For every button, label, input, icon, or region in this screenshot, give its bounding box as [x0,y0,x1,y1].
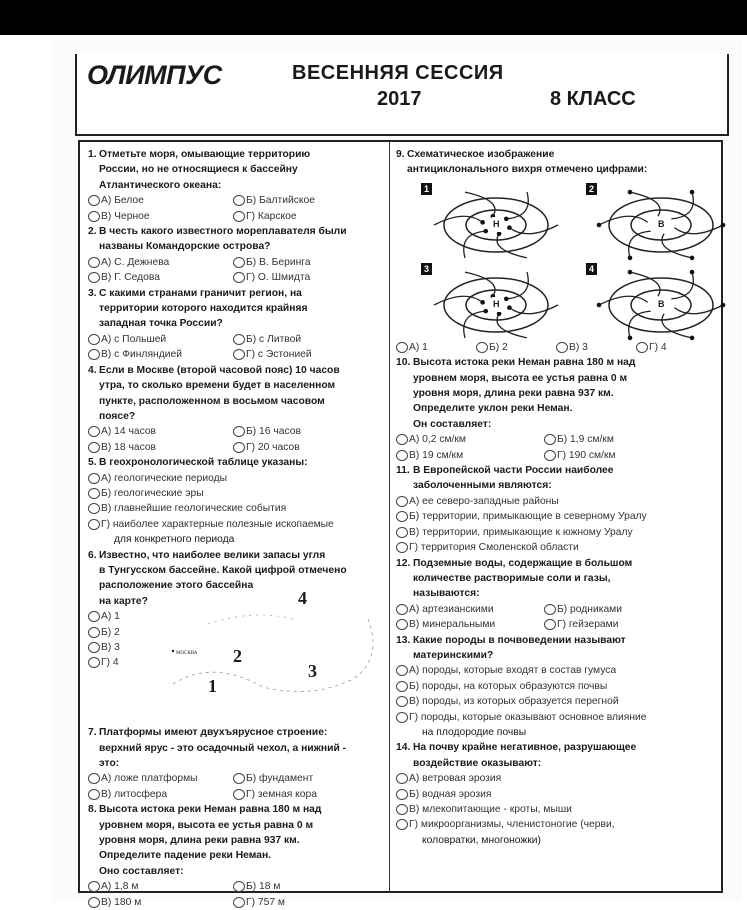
question-line: территории которого находится крайняя [99,303,308,315]
diagram-number: 3 [421,263,432,275]
answer-option[interactable] [88,471,386,486]
answer-options [88,879,386,910]
radio-button[interactable] [396,434,408,445]
option-label: Г) микроорганизмы, членистоногие (черви, [409,819,615,831]
olympus-logo: ОЛИМПУС [87,60,222,90]
option-continuation: на плодородие почвы [422,726,527,738]
option-label: Г) с Эстонией [246,349,312,361]
radio-button[interactable] [88,789,100,800]
option-label: В) литосфера [101,788,168,800]
question-line: уровня моря, длина реки равна 937 км. [413,388,614,400]
answer-option[interactable] [396,787,718,802]
question-2 [88,224,386,286]
option-label: В) породы, из которых образуется перегной [409,696,619,708]
option-label: А) Белое [101,195,144,207]
option-label: В) 19 см/км [409,449,464,461]
question-text [88,725,386,771]
question-line [396,147,718,162]
answer-option[interactable] [233,879,378,894]
option-label: В) территории, примыкающие к южному Уралу [409,526,633,538]
question-line: пункте, расположенном в восьмом часовом [99,395,325,407]
radio-button[interactable] [396,604,408,615]
radio-button[interactable] [396,527,408,538]
question-line: в Тунгусском бассейне. Какой цифрой отмечено [99,564,347,576]
answer-options [396,494,718,556]
radio-button[interactable] [396,789,408,800]
question-number: 12. [396,557,411,569]
option-label: В) млекопитающие - кроты, мыши [409,804,572,815]
question-number: 5. [88,457,97,469]
answer-option[interactable] [396,663,718,678]
question-10 [396,355,718,463]
option-label: Б) породы, на которых образуются почвы [409,680,608,692]
option-label: В) 3 [569,341,588,353]
option-label: В) 3 [101,642,120,653]
grade: 8 КЛАСС [550,88,636,110]
question-line-text: Высота истока реки Неман равна 180 м над [413,357,636,369]
answer-option[interactable] [88,787,233,802]
option-label: Б) водная эрозия [409,788,492,800]
question-text [396,633,718,664]
radio-button[interactable] [233,257,245,268]
answer-option[interactable] [396,802,718,817]
option-label: А) ветровая эрозия [409,773,502,785]
radio-button[interactable] [88,195,100,206]
option-label: А) ее северо-западные районы [409,495,559,507]
question-line: называются: [413,588,480,600]
answer-option[interactable] [396,771,718,786]
option-label: В) 180 м [101,896,142,908]
option-label: Б) фундамент [246,773,314,785]
option-label: Б) родниками [557,603,623,615]
option-label: Б) геологические эры [101,487,204,499]
radio-button[interactable] [396,342,408,353]
option-label: А) геологические периоды [101,472,228,484]
map-marker-1: 1 [208,676,217,697]
question-line: это: [99,758,120,769]
question-12 [396,556,718,633]
option-label: А) 1,8 м [101,881,139,893]
question-text [396,355,718,432]
answer-option[interactable] [544,432,692,447]
question-number: 13. [396,634,411,646]
answer-option[interactable] [88,501,386,516]
answer-options [396,663,718,740]
question-line: Определите падение реки Неман. [99,850,272,862]
option-label: Г) наиболее характерные полезные ископаемые [101,518,334,530]
question-line [396,463,718,478]
question-line [88,548,386,563]
question-line [88,286,386,301]
pressure-center-label: В [657,297,666,312]
question-line: заболоченными являются: [413,480,552,492]
question-line [396,633,718,648]
question-text [88,363,386,425]
option-label: Б) 18 м [246,881,281,893]
option-label: Г) 4 [649,341,667,353]
question-line: уровня моря, длина реки равна 937 км. [99,835,300,847]
answer-option[interactable] [88,270,233,285]
answer-option[interactable] [88,347,233,362]
question-line [88,725,386,740]
question-line-text: В Европейской части России наиболее [413,465,614,477]
question-line: Атлантического океана: [99,179,222,191]
question-line: Оно составляет: [99,865,184,877]
option-label: А) 1 [409,341,428,353]
question-line [88,802,386,817]
radio-button[interactable] [396,542,408,553]
answer-options [88,193,386,224]
option-label: Б) 2 [101,626,120,638]
question-line-text: На почву крайне негативное, разрушающее [413,742,637,754]
option-continuation: для конкретного периода [114,534,235,546]
answer-option[interactable] [396,540,718,555]
question-line [396,556,718,571]
answer-option[interactable] [233,347,378,362]
map-marker-2: 2 [233,646,242,667]
answer-options [396,432,718,463]
question-line-text: Отметьте моря, омывающие территорию [99,149,311,160]
answer-option[interactable] [396,432,544,447]
radio-button[interactable] [544,604,556,615]
question-line-text: Известно, что наиболее велики запасы угля [99,549,326,561]
questions-box [78,140,723,908]
question-line-text: Если в Москве (второй часовой пояс) 10 часов [99,364,340,376]
option-label: А) 0,2 см/км [409,434,467,446]
option-label: В) с Финляндией [101,349,182,361]
question-line: расположение этого бассейна [99,580,254,592]
radio-button[interactable] [233,897,245,908]
question-text [88,286,386,332]
radio-button[interactable] [88,503,100,514]
option-label: Г) 4 [101,657,119,669]
answer-option[interactable] [233,440,378,455]
question-text [396,463,718,494]
question-8 [88,802,386,910]
question-line: материнскими? [413,649,494,661]
question-number: 1. [88,149,97,160]
question-text [88,802,386,879]
option-label: Г) Карское [246,210,297,222]
question-number: 11. [396,465,410,477]
question-line: России, но не относящиеся к бассейну [99,164,298,176]
answer-option[interactable] [396,602,544,617]
answer-options [88,771,386,802]
radio-button[interactable] [396,773,408,784]
question-line [88,147,386,162]
question-line: западная точка России? [99,318,223,330]
map-marker-3: 3 [308,661,317,682]
question-9 [396,147,718,355]
question-line: антициклонального вихря отмечено цифрами: [407,164,648,176]
option-label: А) ложе платформы [101,773,198,785]
question-5 [88,455,386,547]
question-text [396,740,718,771]
question-text [88,224,386,255]
answer-options [88,255,386,286]
radio-button[interactable] [88,657,100,668]
answer-option[interactable] [88,895,233,910]
radio-button[interactable] [88,897,100,908]
radio-button[interactable] [88,773,100,784]
option-label: Б) 2 [489,341,508,353]
question-line [396,740,718,755]
radio-button[interactable] [396,804,408,815]
option-label: Г) земная кора [246,788,317,800]
question-number: 10. [396,357,411,369]
answer-option[interactable] [233,209,378,224]
question-line [88,363,386,378]
question-line: уровнем моря, высота ее устья равна 0 м [99,819,314,831]
radio-button[interactable] [544,450,556,461]
question-line: верхний ярус - это осадочный чехол, а нижний - [99,742,347,754]
exam-header [75,54,729,136]
radio-button[interactable] [396,712,408,723]
question-text [396,147,718,178]
answer-option[interactable] [88,625,148,640]
radio-button[interactable] [544,434,556,445]
radio-button[interactable] [396,696,408,707]
radio-button[interactable] [88,211,100,222]
answer-option[interactable] [544,617,692,632]
answer-option[interactable] [88,771,233,786]
radio-button[interactable] [88,349,100,360]
radio-button[interactable] [88,519,100,530]
year: 2017 [377,88,422,110]
answer-option[interactable] [88,193,233,208]
question-line [396,355,718,370]
map-marker-4: 4 [298,588,307,609]
answer-option[interactable] [233,332,378,347]
question-line: Определите уклон реки Неман. [413,403,573,415]
radio-button[interactable] [88,334,100,345]
answer-option[interactable] [396,617,544,632]
radio-button[interactable] [396,619,408,630]
answer-option[interactable] [88,879,233,894]
diagram-number: 1 [421,183,432,195]
radio-button[interactable] [233,272,245,283]
answer-option[interactable] [88,209,233,224]
option-label: Г) 190 см/км [557,449,616,461]
answer-option[interactable] [88,609,148,624]
radio-button[interactable] [233,211,245,222]
answer-option[interactable] [396,509,718,524]
radio-button[interactable] [396,511,408,522]
answer-option[interactable] [544,448,692,463]
option-label: А) породы, которые входят в состав гумуса [409,665,617,677]
question-line-text: Какие породы в почвоведении называют [413,634,626,646]
answer-option[interactable] [233,193,378,208]
answer-option[interactable] [396,679,718,694]
option-label: Г) породы, которые оказывают основное влияние [409,711,647,723]
question-line: уровнем моря, высота ее устья равна 0 м [413,372,628,384]
question-11 [396,463,718,555]
question-line-text: Высота истока реки Неман равна 180 м над [99,804,322,816]
radio-button[interactable] [396,681,408,692]
top-black-bar [0,0,747,35]
question-line: количестве растворимые соли и газы, [413,572,611,584]
question-line: на карте? [99,595,148,607]
cyclone-diagrams [396,178,718,340]
column-divider [389,142,390,891]
option-label: В) Г. Седова [101,272,160,284]
answer-option[interactable] [88,517,386,532]
answer-options [88,332,386,363]
question-line: воздействие оказывают: [413,757,542,769]
radio-button[interactable] [88,488,100,499]
radio-button[interactable] [396,450,408,461]
answer-option[interactable] [396,817,718,832]
option-label: Г) 20 часов [246,441,300,453]
option-label: Б) территории, примыкающие в северному Уралу [409,511,647,523]
question-number: 14. [396,742,411,754]
pressure-center-label: Н [492,297,501,312]
option-label: В) 18 часов [101,441,157,453]
question-1 [88,147,386,224]
option-label: А) артезианскими [409,603,494,615]
option-label: Б) с Литвой [246,333,302,345]
answer-option[interactable] [396,448,544,463]
option-label: Г) территория Смоленской области [409,542,579,554]
question-14 [396,740,718,848]
option-label: А) 14 часов [101,426,157,438]
radio-button[interactable] [88,642,100,653]
radio-button[interactable] [88,426,100,437]
option-label: А) С. Дежнева [101,256,170,268]
map-city-label: МОСКВА [176,651,198,657]
answer-option[interactable] [88,255,233,270]
answer-options [396,602,718,633]
radio-button[interactable] [233,773,245,784]
radio-button[interactable] [88,272,100,283]
question-text [88,147,386,193]
option-label: В) Черное [101,210,150,222]
question-line [88,455,386,470]
radio-button[interactable] [88,881,100,892]
question-line: поясе? [99,410,136,422]
option-label: Б) В. Беринга [246,256,311,268]
radio-button[interactable] [233,349,245,360]
question-text [396,556,718,602]
answer-option[interactable] [88,332,233,347]
answer-option[interactable] [233,787,378,802]
option-label: Б) Балтийское [246,195,315,207]
radio-button[interactable] [233,426,245,437]
question-6 [88,548,386,726]
question-3 [88,286,386,363]
radio-button[interactable] [396,665,408,676]
answer-option[interactable] [88,424,233,439]
option-label: А) с Польшей [101,333,167,345]
answer-option[interactable] [396,694,718,709]
question-number: 2. [88,226,97,238]
answer-option[interactable] [88,655,148,670]
question-line-text: Подземные воды, содержащие в большом [413,557,633,569]
radio-button[interactable] [88,442,100,453]
question-number: 8. [88,804,97,816]
session-title: ВЕСЕННЯЯ СЕССИЯ [292,62,504,84]
radio-button[interactable] [396,496,408,507]
answer-option[interactable] [233,424,378,439]
pressure-center-label: Н [492,217,501,232]
answer-option[interactable] [233,270,378,285]
option-label: Г) О. Шмидта [246,272,311,284]
radio-button[interactable] [88,257,100,268]
answer-options [396,771,718,848]
radio-button[interactable] [233,881,245,892]
radio-button[interactable] [233,334,245,345]
answer-option[interactable] [544,602,692,617]
answer-option[interactable] [233,255,378,270]
option-label: Г) 757 м [246,896,285,908]
left-column [88,147,386,910]
question-line: названы Командорские острова? [99,241,271,253]
option-label: В) главнейшие геологические события [101,503,287,515]
question-number: 9. [396,149,405,160]
question-number: 7. [88,727,97,739]
answer-option[interactable] [396,525,718,540]
radio-button[interactable] [233,789,245,800]
answer-option[interactable] [88,440,233,455]
answer-option[interactable] [233,895,378,910]
option-label: В) минеральными [409,619,496,631]
question-4 [88,363,386,455]
question-line-text: В геохронологической таблице указаны: [99,457,308,469]
radio-button[interactable] [233,195,245,206]
question-text [88,455,386,470]
answer-option[interactable] [88,486,386,501]
radio-button[interactable] [544,619,556,630]
diagram-number: 2 [586,183,597,195]
radio-button[interactable] [396,819,408,830]
question-line: Он составляет: [413,418,492,430]
question-line-text: С какими странами граничит регион, на [99,287,302,299]
option-label: Б) 16 часов [246,426,301,438]
answer-option[interactable] [396,710,718,725]
question-13 [396,633,718,741]
question-line-text: Платформы имеют двухъярусное строение: [99,727,328,739]
radio-button[interactable] [88,611,100,622]
answer-option[interactable] [233,771,378,786]
right-column [396,147,718,848]
option-continuation: коловратки, многоножки) [422,834,541,846]
radio-button[interactable] [88,473,100,484]
question-line-text: В честь какого известного мореплавателя были [99,226,347,238]
question-line-text: Схематическое изображение [407,149,555,160]
answer-options [88,471,386,548]
question-number: 3. [88,287,97,299]
answer-option[interactable] [396,494,718,509]
question-line [88,224,386,239]
option-label: Г) гейзерами [557,619,619,631]
answer-options [88,424,386,455]
option-label: А) 1 [101,611,120,623]
diagram-number: 4 [586,263,597,275]
question-7 [88,725,386,802]
question-number: 6. [88,549,97,561]
radio-button[interactable] [233,442,245,453]
question-line: утра, то сколько времени будет в населенном [99,380,336,392]
option-label: Б) 1,9 см/км [557,434,614,446]
question-number: 4. [88,364,97,376]
radio-button[interactable] [88,627,100,638]
pressure-center-label: В [657,217,666,232]
answer-option[interactable] [88,640,148,655]
